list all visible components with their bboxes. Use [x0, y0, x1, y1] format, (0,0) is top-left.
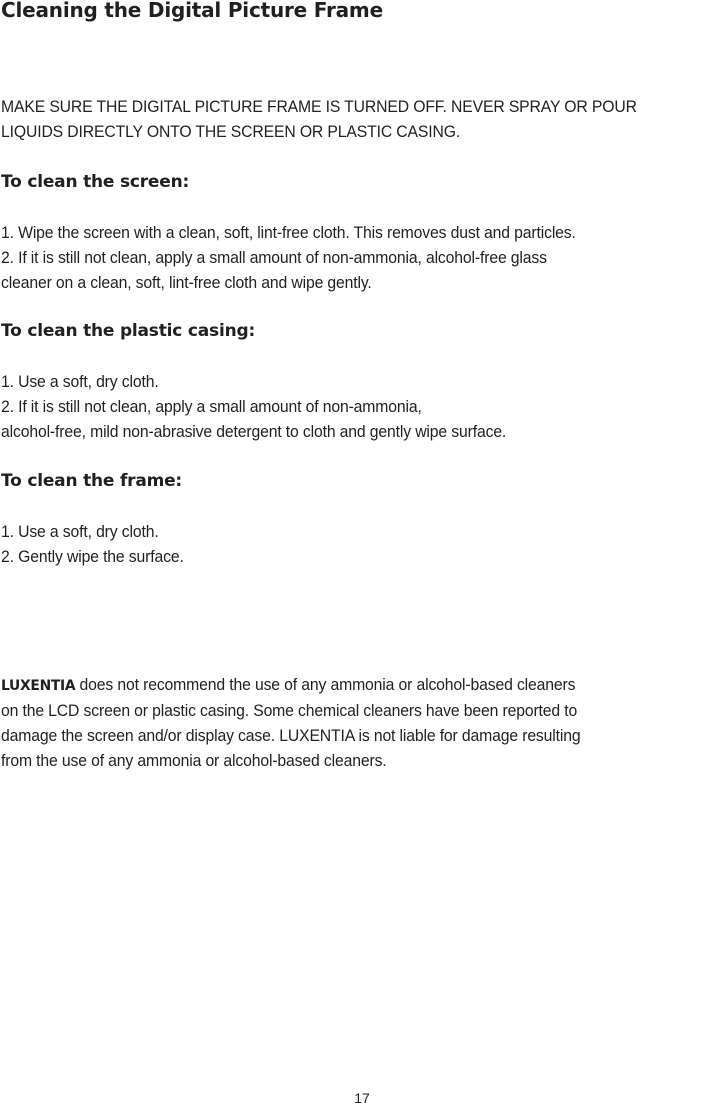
- section-heading-casing: To clean the plastic casing:: [1, 321, 256, 341]
- disclaimer-text: does not recommend the use of any ammonia or alcohol-based cleaners: [75, 676, 576, 694]
- section-heading-frame: To clean the frame:: [1, 471, 183, 491]
- section-body-frame: [1, 520, 691, 570]
- instruction-line: 1. Use a soft, dry cloth.: [1, 373, 159, 391]
- disclaimer-line: on the LCD screen or plastic casing. Some chemical cleaners have been reported to: [1, 702, 578, 720]
- instruction-line: 2. If it is still not clean, apply a small amount of non-ammonia, alcohol-free glass: [1, 249, 547, 267]
- instruction-line: 1. Use a soft, dry cloth.: [1, 523, 159, 541]
- disclaimer-line: damage the screen and/or display case. LUXENTIA is not liable for damage resulting: [1, 727, 581, 745]
- disclaimer-line: [1, 673, 691, 699]
- warning-paragraph: [1, 95, 691, 145]
- page-number: 17: [354, 1090, 370, 1106]
- warning-line: LIQUIDS DIRECTLY ONTO THE SCREEN OR PLASTIC CASING.: [1, 123, 461, 141]
- section-body-screen: [1, 221, 691, 296]
- section-heading-screen: To clean the screen:: [1, 172, 190, 192]
- disclaimer-line: from the use of any ammonia or alcohol-based cleaners.: [1, 752, 387, 770]
- instruction-line: 1. Wipe the screen with a clean, soft, lint-free cloth. This removes dust and particles.: [1, 224, 576, 242]
- instruction-line: alcohol-free, mild non-abrasive detergent to cloth and gently wipe surface.: [1, 423, 507, 441]
- warning-line: MAKE SURE THE DIGITAL PICTURE FRAME IS TURNED OFF. NEVER SPRAY OR POUR: [1, 98, 637, 116]
- instruction-line: 2. If it is still not clean, apply a small amount of non-ammonia,: [1, 398, 422, 416]
- section-body-casing: [1, 370, 691, 445]
- instruction-line: 2. Gently wipe the surface.: [1, 548, 184, 566]
- brand-name: LUXENTIA: [1, 678, 76, 694]
- disclaimer-paragraph: [1, 673, 691, 774]
- instruction-line: cleaner on a clean, soft, lint-free cloth and wipe gently.: [1, 274, 372, 292]
- page-title: Cleaning the Digital Picture Frame: [1, 0, 383, 22]
